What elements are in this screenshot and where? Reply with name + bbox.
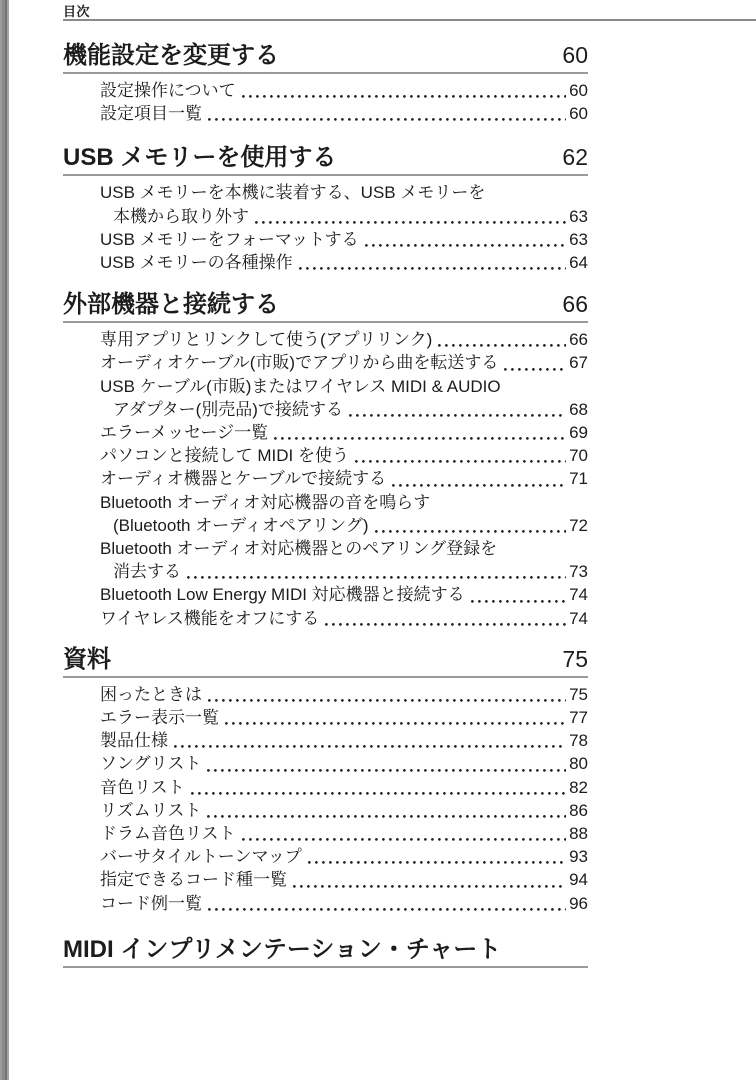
entry-page-number: 88 <box>569 824 588 844</box>
toc-entry[interactable] <box>63 102 588 125</box>
dot-leader <box>242 838 567 841</box>
entry-page-number: 71 <box>569 469 588 489</box>
section-page-number: 60 <box>562 42 588 68</box>
entry-page-number: 67 <box>569 353 588 373</box>
entry-line-last <box>100 799 588 822</box>
entry-text: 指定できるコード種一覧 <box>100 870 287 890</box>
dot-leader <box>208 908 566 911</box>
entry-page-number: 63 <box>569 229 588 249</box>
entry-text: アダプター(別売品)で接続する <box>113 399 343 419</box>
entry-text: 消去する <box>113 562 181 582</box>
entry-text: オーディオ機器とケーブルで接続する <box>100 469 387 489</box>
section-heading[interactable] <box>63 291 588 323</box>
dot-leader <box>208 699 566 702</box>
toc-entry[interactable] <box>63 752 588 775</box>
dot-leader <box>299 267 566 270</box>
entry-text: USB メモリーの各種操作 <box>100 253 293 273</box>
section-entries <box>63 74 588 125</box>
section-title: 機能設定を変更する <box>63 42 279 69</box>
entry-text: エラーメッセージ一覧 <box>100 423 269 443</box>
entry-line-last <box>100 583 588 606</box>
dot-leader <box>191 792 566 795</box>
section-heading[interactable] <box>63 646 588 678</box>
entry-page-number: 73 <box>569 562 588 582</box>
entry-text: 製品仕様 <box>100 731 168 751</box>
entry-line-last <box>100 444 588 467</box>
toc-sections <box>63 0 588 968</box>
entry-line-last <box>100 752 588 775</box>
toc-entry[interactable] <box>63 421 588 444</box>
toc-entry[interactable] <box>63 845 588 868</box>
dot-leader <box>274 437 566 440</box>
entry-text: 困ったときは <box>100 684 202 704</box>
dot-leader <box>293 885 566 888</box>
entry-text: Bluetooth オーディオ対応機器の音を鳴らす <box>100 492 431 512</box>
entry-line-last <box>100 205 588 228</box>
dot-leader <box>308 861 566 864</box>
entry-page-number: 68 <box>569 399 588 419</box>
toc-entry[interactable] <box>63 228 588 251</box>
dot-leader <box>225 722 566 725</box>
dot-leader <box>255 221 566 224</box>
toc-entry[interactable] <box>63 351 588 374</box>
toc-entry[interactable] <box>63 328 588 351</box>
entry-page-number: 60 <box>569 81 588 100</box>
dot-leader <box>207 769 566 772</box>
entry-page-number: 70 <box>569 446 588 466</box>
toc-section-5 <box>63 937 588 968</box>
section-entries <box>63 323 588 630</box>
dot-leader <box>187 576 566 579</box>
entry-line-last <box>100 351 588 374</box>
entry-text: バーサタイルトーンマップ <box>100 847 302 867</box>
entry-line-last <box>100 706 588 729</box>
entry-line-last <box>100 79 588 102</box>
dot-leader <box>325 623 566 626</box>
entry-page-number: 77 <box>569 708 588 728</box>
entry-page-number: 63 <box>569 206 588 226</box>
dot-leader <box>365 244 566 247</box>
dot-leader <box>242 95 566 98</box>
entry-text: ドラム音色リスト <box>100 824 236 844</box>
toc-entry[interactable] <box>63 776 588 799</box>
entry-text: コード例一覧 <box>100 893 202 913</box>
entry-text: Bluetooth Low Energy MIDI 対応機器と接続する <box>100 585 465 605</box>
toc-entry[interactable] <box>63 537 588 583</box>
entry-text: パソコンと接続して MIDI を使う <box>100 446 349 466</box>
entry-line-last <box>100 421 588 444</box>
entry-line-last <box>100 845 588 868</box>
entry-line-last <box>100 607 588 630</box>
entry-line-last <box>100 776 588 799</box>
toc-entry[interactable] <box>63 706 588 729</box>
toc-entry[interactable] <box>63 799 588 822</box>
entry-line <box>100 537 588 560</box>
dot-leader <box>349 414 566 417</box>
entry-page-number: 82 <box>569 777 588 797</box>
toc-section-1 <box>63 42 588 125</box>
dot-leader <box>355 460 566 463</box>
entry-text: USB メモリーをフォーマットする <box>100 229 359 249</box>
toc-page <box>63 0 588 968</box>
entry-text: 専用アプリとリンクして使う(アプリリンク) <box>100 330 433 350</box>
entry-text: USB メモリーを本機に装着する、USB メモリーを <box>100 183 486 203</box>
entry-page-number: 93 <box>569 847 588 867</box>
entry-text: エラー表示一覧 <box>100 708 219 728</box>
entry-page-number: 86 <box>569 800 588 820</box>
entry-line-last <box>100 683 588 706</box>
toc-entry[interactable] <box>63 181 588 227</box>
section-title: MIDI インプリメンテーション・チャート <box>63 935 502 963</box>
section-heading[interactable] <box>63 937 588 968</box>
entry-text: Bluetooth オーディオ対応機器とのペアリング登録を <box>100 539 498 559</box>
toc-section-2 <box>63 144 588 274</box>
entry-line <box>100 375 588 398</box>
toc-entry[interactable] <box>63 375 588 421</box>
section-title: 外部機器と接続する <box>63 291 279 319</box>
entry-text: 設定項目一覧 <box>100 104 202 124</box>
toc-entry[interactable] <box>63 607 588 630</box>
entry-text: 設定操作について <box>100 81 236 100</box>
section-page-number: 75 <box>562 645 588 672</box>
entry-line-last <box>100 251 588 274</box>
entry-page-number: 94 <box>569 870 588 890</box>
toc-entry[interactable] <box>63 868 588 891</box>
entry-page-number: 78 <box>569 731 588 751</box>
entry-text: ソングリスト <box>100 754 202 774</box>
entry-page-number: 75 <box>569 684 588 704</box>
dot-leader <box>174 745 566 748</box>
entry-line-last <box>100 467 588 490</box>
dot-leader <box>392 484 566 487</box>
toc-entry[interactable] <box>63 892 588 915</box>
entry-text: USB ケーブル(市販)またはワイヤレス MIDI & AUDIO <box>100 376 501 396</box>
toc-section-3 <box>63 291 588 630</box>
entry-line-last <box>100 514 588 537</box>
toc-entry[interactable] <box>63 467 588 490</box>
entry-line <box>100 181 588 204</box>
dot-leader <box>438 344 566 347</box>
entry-line <box>100 491 588 514</box>
entry-page-number: 74 <box>569 608 588 628</box>
entry-line-last <box>100 729 588 752</box>
entry-page-number: 66 <box>569 330 588 350</box>
dot-leader <box>504 368 566 371</box>
entry-line-last <box>100 102 588 125</box>
dot-leader <box>208 118 566 121</box>
section-heading[interactable] <box>63 144 588 176</box>
toc-entry[interactable] <box>63 444 588 467</box>
section-page-number: 66 <box>562 291 588 318</box>
toc-entry[interactable] <box>63 79 588 102</box>
entry-text: 音色リスト <box>100 777 185 797</box>
entry-page-number: 69 <box>569 423 588 443</box>
entry-line-last <box>100 328 588 351</box>
entry-page-number: 72 <box>569 515 588 535</box>
entry-line-last <box>100 560 588 583</box>
entry-line-last <box>100 822 588 845</box>
toc-entry[interactable] <box>63 683 588 706</box>
toc-entry[interactable] <box>63 251 588 274</box>
dot-leader <box>207 815 566 818</box>
section-heading[interactable] <box>63 42 588 74</box>
entry-text: オーディオケーブル(市販)でアプリから曲を転送する <box>100 353 499 373</box>
entry-page-number: 64 <box>569 253 588 273</box>
entry-text: ワイヤレス機能をオフにする <box>100 608 320 628</box>
dot-leader <box>375 530 567 533</box>
entry-line-last <box>100 868 588 891</box>
section-page-number: 62 <box>562 144 588 171</box>
entry-page-number: 96 <box>569 893 588 913</box>
running-header-label: 目次 <box>63 4 91 19</box>
entry-page-number: 60 <box>569 104 588 124</box>
toc-entry[interactable] <box>63 583 588 606</box>
entry-text: (Bluetooth オーディオペアリング) <box>113 515 369 535</box>
entry-text: リズムリスト <box>100 800 202 820</box>
toc-entry[interactable] <box>63 822 588 845</box>
entry-line-last <box>100 398 588 421</box>
section-title: 資料 <box>63 645 111 673</box>
dot-leader <box>471 600 566 603</box>
toc-entry[interactable] <box>63 491 588 537</box>
entry-text: 本機から取り外す <box>113 206 249 226</box>
toc-entry[interactable] <box>63 729 588 752</box>
section-entries <box>63 678 588 915</box>
toc-section-4 <box>63 646 588 915</box>
entry-page-number: 80 <box>569 754 588 774</box>
section-title: USB メモリーを使用する <box>63 144 337 172</box>
page-edge-bar <box>0 0 9 1080</box>
entry-line-last <box>100 228 588 251</box>
entry-page-number: 74 <box>569 585 588 605</box>
entry-line-last <box>100 892 588 915</box>
section-entries <box>63 176 588 274</box>
